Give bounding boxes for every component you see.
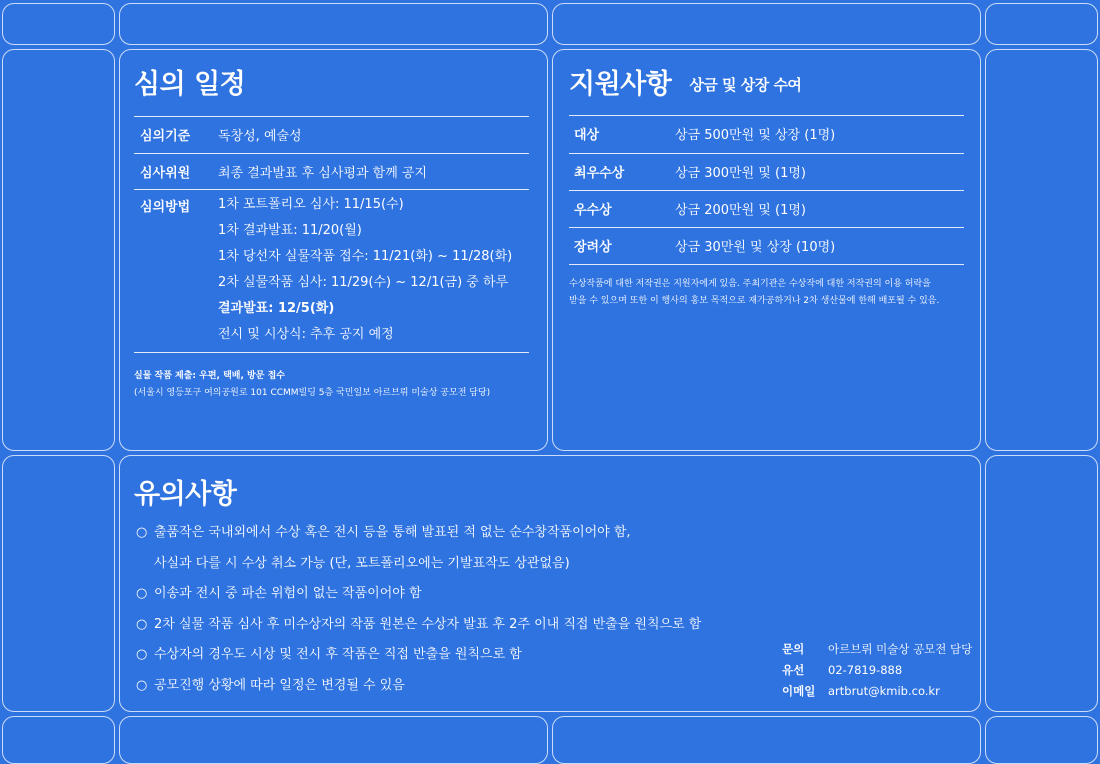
grid-cell-top-1 bbox=[119, 3, 548, 45]
support-row bbox=[569, 116, 964, 154]
schedule-method-line: 2차 실물작품 심사: 11/29(수) ~ 12/1(금) 중 하루 bbox=[218, 275, 509, 290]
support-row-value: 상금 500만원 및 상장 (1명) bbox=[675, 128, 836, 143]
support-copyright-note bbox=[569, 276, 974, 310]
support-row-value: 상금 200만원 및 (1명) bbox=[675, 203, 806, 218]
support-row-value: 상금 300만원 및 (1명) bbox=[675, 166, 806, 181]
grid-cell-top-2 bbox=[552, 3, 981, 45]
support-row-label: 우수상 bbox=[574, 203, 612, 218]
note-text: 수상자의 경우도 시상 및 전시 후 작품은 직접 반출을 원칙으로 함 bbox=[154, 647, 522, 662]
support-note-line2: 받을 수 있으며 또한 이 행사의 홍보 목적으로 재가공하거나 2차 생산물에 한해 배포될 수 있음. bbox=[569, 296, 940, 306]
note-text: 사실과 다를 시 수상 취소 가능 (단, 포트폴리오에는 기발표작도 상관없음) bbox=[154, 555, 570, 571]
schedule-note-line2: (서울시 영등포구 여의공원로 101 CCMM빌딩 5층 국민일보 아르브뤼 미술상 공모전 담당) bbox=[134, 388, 491, 398]
schedule-row-value: 최종 결과발표 후 심사평과 함께 공지 bbox=[218, 166, 428, 181]
contact-row-phone bbox=[782, 660, 972, 681]
support-note-line1: 수상작품에 대한 저작권은 지원자에게 있음. 주최기관은 수상작에 대한 저작권의 이용 허락을 bbox=[569, 279, 931, 289]
list-item bbox=[136, 671, 701, 702]
grid-cell-low-left bbox=[2, 455, 115, 712]
support-row bbox=[569, 228, 964, 265]
schedule-method-line-highlight: 결과발표: 12/5(화) bbox=[218, 301, 335, 316]
grid-cell-mid-right bbox=[985, 49, 1098, 451]
bullet-circle-icon: ○ bbox=[136, 586, 148, 601]
contact-info bbox=[782, 639, 972, 702]
note-text: 공모진행 상황에 따라 일정은 변경될 수 있음 bbox=[154, 677, 405, 693]
schedule-method-line: 1차 결과발표: 11/20(월) bbox=[218, 223, 362, 238]
list-item bbox=[136, 549, 701, 580]
list-item bbox=[136, 640, 701, 671]
notes-list bbox=[136, 518, 701, 701]
contact-label: 유선 bbox=[782, 663, 805, 677]
schedule-method-row bbox=[134, 190, 529, 353]
grid-cell-bottom-2 bbox=[552, 716, 981, 764]
grid-cell-bottom-right bbox=[985, 716, 1098, 764]
schedule-title: 심의 일정 bbox=[134, 69, 246, 100]
schedule-method-lines bbox=[218, 190, 529, 353]
contact-email: artbrut@kmib.co.kr bbox=[828, 684, 940, 698]
support-row-value: 상금 30만원 및 상장 (10명) bbox=[675, 240, 836, 255]
note-text: 2차 실물 작품 심사 후 미수상자의 작품 원본은 수상자 발표 후 2주 이내 직접 반출을 원칙으로 함 bbox=[154, 616, 702, 632]
contact-label: 문의 bbox=[782, 642, 805, 656]
support-title: 지원사항 bbox=[569, 69, 672, 100]
schedule-row-label: 심사위원 bbox=[140, 166, 191, 181]
schedule-row-value: 독창성, 예술성 bbox=[218, 129, 302, 144]
support-row bbox=[569, 191, 964, 228]
notes-title: 유의사항 bbox=[134, 479, 237, 510]
support-table bbox=[569, 115, 964, 265]
schedule-method-line: 1차 포트폴리오 심사: 11/15(수) bbox=[218, 197, 404, 212]
support-row-label: 최우수상 bbox=[574, 166, 625, 181]
schedule-row bbox=[134, 154, 529, 190]
note-text: 이송과 전시 중 파손 위험이 없는 작품이어야 함 bbox=[154, 586, 422, 601]
schedule-submission-note bbox=[134, 368, 490, 402]
contact-value: 아르브뤼 미술상 공모전 담당 bbox=[828, 642, 973, 656]
bullet-circle-icon: ○ bbox=[136, 616, 148, 632]
grid-cell-bottom-left bbox=[2, 716, 115, 764]
list-item bbox=[136, 579, 701, 610]
grid-cell-top-right bbox=[985, 3, 1098, 45]
grid-cell-mid-left bbox=[2, 49, 115, 451]
support-row-label: 대상 bbox=[574, 128, 600, 143]
contact-label: 이메일 bbox=[782, 684, 816, 698]
list-item bbox=[136, 610, 701, 641]
schedule-method-line: 전시 및 시상식: 추후 공지 예정 bbox=[218, 327, 394, 342]
schedule-note-line1: 실물 작품 제출: 우편, 택배, 방문 접수 bbox=[134, 371, 285, 381]
bullet-circle-icon: ○ bbox=[136, 525, 148, 540]
contact-row-inquiry bbox=[782, 639, 972, 660]
note-text: 출품작은 국내외에서 수상 혹은 전시 등을 통해 발표된 적 없는 순수창작품이어야 함, bbox=[154, 525, 631, 540]
support-row-label: 장려상 bbox=[574, 240, 612, 255]
bullet-circle-icon: ○ bbox=[136, 677, 148, 693]
contact-row-email bbox=[782, 681, 972, 702]
schedule-method-label: 심의방법 bbox=[140, 200, 191, 215]
support-row bbox=[569, 154, 964, 191]
schedule-row-label: 심의기준 bbox=[140, 129, 191, 144]
grid-cell-low-right bbox=[985, 455, 1098, 712]
support-subtitle: 상금 및 상장 수여 bbox=[689, 76, 802, 94]
schedule-row bbox=[134, 117, 529, 154]
list-item bbox=[136, 518, 701, 549]
bullet-circle-icon: ○ bbox=[136, 647, 148, 662]
support-title-wrap bbox=[569, 62, 801, 101]
grid-cell-top-left bbox=[2, 3, 115, 45]
grid-cell-bottom-1 bbox=[119, 716, 548, 764]
schedule-method-line: 1차 당선자 실물작품 접수: 11/21(화) ~ 11/28(화) bbox=[218, 249, 513, 264]
contact-phone: 02-7819-888 bbox=[828, 663, 903, 677]
schedule-table bbox=[134, 116, 529, 353]
